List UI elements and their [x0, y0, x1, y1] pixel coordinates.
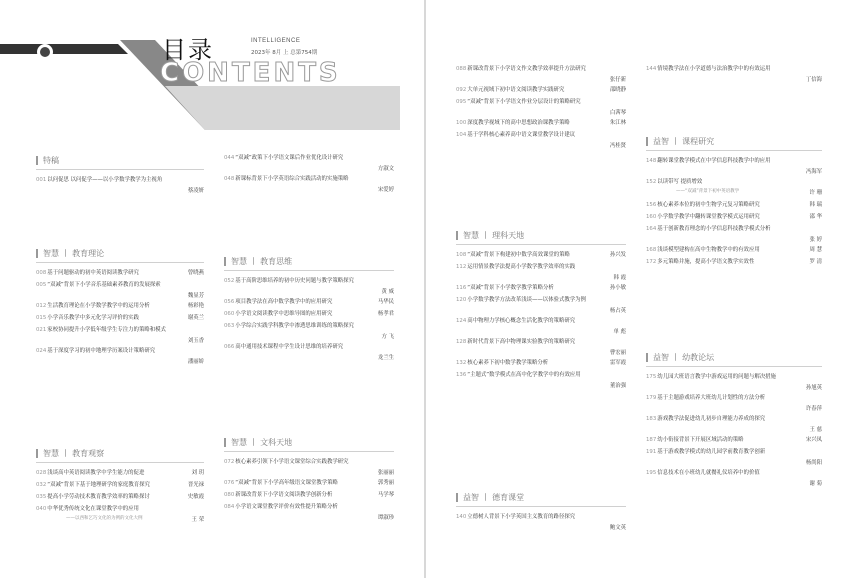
- entry-author: 张仔新: [609, 77, 626, 83]
- entry-author: 谢 菊: [809, 481, 822, 487]
- section-marker: [456, 231, 458, 240]
- toc-entry[interactable]: [224, 311, 394, 318]
- entry-title: 立德树人背景下小学英国主义教育的路径探究: [467, 514, 576, 520]
- entry-title: 小学语文阅读教学中思维导图的应用研究: [235, 311, 333, 317]
- toc-entry[interactable]: [646, 158, 822, 165]
- entry-title: 以问促思 以问促学——以小学数学教学为主视角: [47, 177, 163, 183]
- entry-title: 新课改背景下小学语文作文教学效率提升方法研究: [467, 66, 586, 72]
- entry-title: 小学综合实践学科教学中渗透思维训练的策略探究: [235, 323, 354, 329]
- section-heading: [456, 492, 524, 504]
- section-rule: [36, 462, 204, 463]
- toc-entry[interactable]: [456, 87, 626, 94]
- entry-page-number: 152: [646, 179, 657, 185]
- entry-author: 马学琴: [377, 492, 394, 498]
- toc-entry[interactable]: [646, 247, 822, 254]
- entry-title: 新时代背景下高中物理课实验教学的策略研究: [467, 339, 576, 345]
- entry-title: 项目教学法在高中数学教学中的应用研究: [235, 299, 333, 305]
- entry-author: 鲍文英: [609, 525, 626, 531]
- entry-author: 杨尚阳: [805, 460, 822, 466]
- toc-entry[interactable]: [646, 449, 822, 456]
- entry-title: 基于创新教育理念的小学信息科技教学模式分析: [657, 226, 771, 232]
- toc-entry[interactable]: [36, 348, 204, 355]
- entry-page-number: 140: [456, 514, 467, 520]
- entry-title: 多元策略并施，提高小学语文教学实效性: [657, 259, 755, 265]
- section-title: 智慧 丨 理科天地: [463, 231, 525, 240]
- section-title: 特稿: [43, 156, 59, 165]
- toc-entry[interactable]: [36, 506, 204, 513]
- section-title: 智慧 丨 教育理论: [43, 249, 105, 258]
- entry-page-number: 040: [36, 506, 47, 512]
- entry-subtitle: ——“双减”背景下初中英语教学: [676, 189, 740, 194]
- entry-author: 刘 玥: [191, 470, 204, 476]
- entry-author: 曹宏丽: [609, 350, 626, 356]
- entry-author: 龙兰生: [377, 355, 394, 361]
- section-marker: [36, 156, 38, 165]
- entry-page-number: 160: [646, 214, 657, 220]
- entry-page-number: 035: [36, 494, 47, 500]
- entry-author: 潘丽娇: [187, 359, 204, 365]
- entry-title: 基于主题游戏培养大班幼儿计划性的方法分析: [657, 395, 766, 401]
- toc-entry[interactable]: [36, 494, 204, 501]
- section-marker: [36, 249, 38, 258]
- entry-title: 生活教育理论在小学数学教学中的运用分析: [47, 303, 150, 309]
- entry-page-number: 088: [456, 66, 467, 72]
- toc-entry[interactable]: [456, 514, 626, 521]
- toc-entry[interactable]: [36, 470, 204, 477]
- entry-page-number: 032: [36, 482, 47, 488]
- section-heading: [36, 248, 104, 260]
- section-title: 智慧 丨 文科天地: [231, 438, 293, 447]
- section-rule: [36, 169, 204, 170]
- entry-page-number: 028: [36, 470, 47, 476]
- entry-page-number: 128: [456, 339, 467, 345]
- entry-title: “主题式”数学模式在高中化学教学中的有效应用: [467, 372, 581, 378]
- entry-author: 单 彪: [613, 329, 626, 335]
- section-title: 益智 丨 课程研究: [653, 137, 715, 146]
- entry-page-number: 060: [224, 311, 235, 317]
- entry-author: 宋兴凤: [805, 437, 822, 443]
- entry-page-number: 156: [646, 202, 657, 208]
- toc-entry[interactable]: [646, 226, 822, 233]
- toc-entry[interactable]: [456, 372, 626, 379]
- entry-page-number: 048: [224, 176, 235, 182]
- toc-entry[interactable]: [646, 66, 822, 73]
- section-heading: [36, 155, 59, 167]
- entry-author: 邵 华: [809, 214, 822, 220]
- section-rule: [224, 270, 394, 271]
- section-rule: [646, 366, 822, 367]
- entry-author: 方淑文: [377, 166, 394, 172]
- toc-entry[interactable]: [224, 323, 394, 330]
- entry-page-number: 008: [36, 270, 47, 276]
- entry-title: 以读带写 提质增效: [657, 179, 703, 185]
- entry-page-number: 191: [646, 449, 657, 455]
- entry-author: 王 慈: [809, 427, 822, 433]
- entry-page-number: 001: [36, 177, 47, 183]
- section-heading: [224, 256, 292, 268]
- entry-author: 谭淑珍: [377, 515, 394, 521]
- entry-title: 幼儿园大班语言教学中游戏运用的问题与解决措施: [657, 374, 776, 380]
- toc-entry[interactable]: [456, 339, 626, 346]
- toc-entry[interactable]: [646, 214, 822, 221]
- entry-page-number: 164: [646, 226, 657, 232]
- toc-entry[interactable]: [224, 155, 394, 162]
- entry-page-number: 092: [456, 87, 467, 93]
- entry-page-number: 052: [224, 278, 235, 284]
- entry-page-number: 021: [36, 327, 47, 333]
- entry-title: 基于问题驱动的初中英语阅读教学研究: [47, 270, 139, 276]
- toc-entry[interactable]: [36, 315, 204, 322]
- entry-title: 运用情景教学法提高小学数学教学效率的实践: [467, 264, 576, 270]
- entry-author: 杨彩艳: [187, 303, 204, 309]
- entry-title: “双减”背景下小学音乐基础素养教育的发展探索: [47, 282, 161, 288]
- entry-page-number: 015: [36, 315, 47, 321]
- entry-page-number: 168: [646, 247, 657, 253]
- toc-entry[interactable]: [36, 303, 204, 310]
- toc-entry[interactable]: [224, 344, 394, 351]
- entry-subtitle: ——以西和乞巧文化的为例的文化大例: [66, 516, 143, 521]
- entry-author: 朱江林: [609, 120, 626, 126]
- section-heading: [646, 136, 714, 148]
- toc-entry[interactable]: [646, 437, 822, 444]
- entry-author: 韩 瑞: [809, 202, 822, 208]
- entry-author: 许春萍: [805, 406, 822, 412]
- section-marker: [36, 449, 38, 458]
- entry-page-number: 104: [456, 132, 467, 138]
- entry-title: 基于游戏教学模式的幼儿园学前教育教学创新: [657, 449, 766, 455]
- entry-page-number: 112: [456, 264, 467, 270]
- toc-entry[interactable]: [646, 416, 822, 423]
- entry-title: 幼小衔接背景下开展区域活动的策略: [657, 437, 744, 443]
- entry-title: 翻转课堂教学模式在中学信息科技教学中的应用: [657, 158, 771, 164]
- entry-title: 高中通用技术课程中学生设计思维的培养研究: [235, 344, 344, 350]
- toc-entry[interactable]: [646, 259, 822, 266]
- section-rule: [456, 244, 626, 245]
- entry-author: 邵晓静: [609, 87, 626, 93]
- entry-author: 史敏霞: [187, 494, 204, 500]
- entry-author: 刘玉香: [187, 338, 204, 344]
- entry-author: 黄 威: [381, 289, 394, 295]
- entry-page-number: 172: [646, 259, 657, 265]
- entry-title: 基于高阶思维培养的初中历史问题与教学策略探究: [235, 278, 354, 284]
- entry-title: 家校协同提升小学低年级学生专注力的策略和模式: [47, 327, 166, 333]
- toc-entry[interactable]: [36, 177, 204, 184]
- section-title: 智慧 丨 教育观察: [43, 449, 105, 458]
- entry-page-number: 005: [36, 282, 47, 288]
- entry-author: 孙旭英: [805, 385, 822, 391]
- entry-author: 王 荣: [191, 517, 204, 523]
- toc-entry[interactable]: [456, 66, 626, 73]
- entry-author: 孙小敏: [609, 285, 626, 291]
- section-title: 智慧 丨 教育思维: [231, 257, 293, 266]
- toc-entry[interactable]: [224, 504, 394, 511]
- entry-author: 丁信海: [805, 77, 822, 83]
- entry-title: 小学音乐教学中多元化学习评价的实践: [47, 315, 139, 321]
- toc-entry[interactable]: [224, 492, 394, 499]
- toc-entry[interactable]: [456, 120, 626, 127]
- entry-title: 新课标背景下小学英语综合实践活动的实施策略: [235, 176, 349, 182]
- toc-entry[interactable]: [36, 482, 204, 489]
- toc-entry[interactable]: [224, 176, 394, 183]
- entry-page-number: 108: [456, 252, 467, 258]
- toc-entry[interactable]: [456, 318, 626, 325]
- entry-title: 中华优秀传统文化在课堂教学中的应用: [47, 506, 139, 512]
- entry-author: 许 珊: [809, 190, 822, 196]
- entry-author: 蔡凌妍: [187, 188, 204, 194]
- toc-entry[interactable]: [224, 459, 394, 466]
- entry-title: 游戏教学法促进幼儿初步自理能力养成的探究: [657, 416, 766, 422]
- entry-page-number: 080: [224, 492, 235, 498]
- entry-page-number: 187: [646, 437, 657, 443]
- entry-page-number: 024: [36, 348, 47, 354]
- toc-entry[interactable]: [224, 480, 394, 487]
- section-marker: [224, 257, 226, 266]
- entry-title: 提高小学劳动技术教育教学效率的策略探讨: [47, 494, 150, 500]
- entry-page-number: 136: [456, 372, 467, 378]
- entry-page-number: 095: [456, 99, 467, 105]
- entry-page-number: 148: [646, 158, 657, 164]
- entry-page-number: 120: [456, 297, 467, 303]
- entry-author: 曾晓燕: [187, 270, 204, 276]
- entry-page-number: 044: [224, 155, 235, 161]
- issue-info: 2023年 8月 上 总第754期: [251, 50, 318, 56]
- toc-entry[interactable]: [456, 252, 626, 259]
- toc-entry[interactable]: [224, 299, 394, 306]
- toc-entry[interactable]: [456, 285, 626, 292]
- contents-heading: CONTENTS: [160, 58, 341, 88]
- toc-entry[interactable]: [224, 278, 394, 285]
- entry-title: 浅谈模型建构在高中生物教学中的有效应用: [657, 247, 760, 253]
- entry-author: 马华民: [377, 299, 394, 305]
- toc-entry[interactable]: [36, 282, 204, 289]
- section-marker: [224, 438, 226, 447]
- entry-author: 雷军霞: [609, 360, 626, 366]
- section-heading: [36, 448, 104, 460]
- entry-page-number: 076: [224, 480, 235, 486]
- entry-author: 冯桂贤: [609, 143, 626, 149]
- entry-page-number: 132: [456, 360, 467, 366]
- entry-author: 韩 霞: [613, 275, 626, 281]
- entry-title: 小学数学教学方法改革浅谈——以体验式教学为例: [467, 297, 586, 303]
- entry-author: 魏显芳: [187, 293, 204, 299]
- section-heading: [224, 437, 292, 449]
- entry-title: 核心素养引领下小学语文课堂综合实践教学研究: [235, 459, 349, 465]
- entry-title: “双减”背景下构建初中数学高效课堂的策略: [467, 252, 570, 258]
- entry-title: “双减”背景下小学高年级语文课堂教学策略: [235, 480, 338, 486]
- left-page: [0, 0, 424, 578]
- entry-title: 基于深度学习的初中地理学历案设计策略研究: [47, 348, 156, 354]
- entry-page-number: 056: [224, 299, 235, 305]
- entry-title: 信息技术在小班幼儿就餐礼仪培养中的价值: [657, 470, 760, 476]
- entry-title: “双减”背景下小学数学教学策略分析: [467, 285, 554, 291]
- entry-page-number: 144: [646, 66, 657, 72]
- entry-title: 小学语文课堂教学评价有效性提升策略分析: [235, 504, 338, 510]
- entry-title: 大单元视域下初中语文阅读教学实践研究: [467, 87, 565, 93]
- entry-title: 情境教学法在小学道德与法治教学中的有效运用: [657, 66, 771, 72]
- entry-author: 冯海军: [805, 169, 822, 175]
- entry-title: 小学数学教学中翻转课堂教学模式运用研究: [657, 214, 760, 220]
- entry-author: 张丽丽: [377, 470, 394, 476]
- entry-author: 杨孝君: [377, 311, 394, 317]
- section-title: 益智 丨 德育课堂: [463, 493, 525, 502]
- toc-entry[interactable]: [646, 395, 822, 402]
- toc-entry[interactable]: [646, 470, 822, 477]
- entry-author: 宋爱婷: [377, 187, 394, 193]
- section-marker: [646, 137, 648, 146]
- section-marker: [456, 493, 458, 502]
- entry-title: “双减”背景下基于地理研学的家庭教育探究: [47, 482, 150, 488]
- section-rule: [224, 451, 394, 452]
- page-title: 目录: [162, 36, 214, 64]
- right-page: [426, 0, 850, 578]
- toc-entry[interactable]: [646, 179, 822, 186]
- entry-author: 白茜琴: [609, 110, 626, 116]
- entry-page-number: 066: [224, 344, 235, 350]
- toc-entry[interactable]: [456, 264, 626, 271]
- entry-title: 浅谈高中英语阅读教学中学生能力的促进: [47, 470, 145, 476]
- entry-page-number: 072: [224, 459, 235, 465]
- entry-page-number: 124: [456, 318, 467, 324]
- entry-author: 谢英兰: [187, 315, 204, 321]
- entry-page-number: 084: [224, 504, 235, 510]
- entry-page-number: 179: [646, 395, 657, 401]
- section-heading: [456, 230, 524, 242]
- entry-page-number: 175: [646, 374, 657, 380]
- entry-page-number: 195: [646, 470, 657, 476]
- entry-title: “双减”背景下小学语文作业分层设计的策略研究: [467, 99, 581, 105]
- toc-entry[interactable]: [456, 360, 626, 367]
- toc-entry[interactable]: [646, 374, 822, 381]
- toc-entry[interactable]: [36, 270, 204, 277]
- entry-author: 周 慧: [809, 247, 822, 253]
- entry-page-number: 063: [224, 323, 235, 329]
- section-heading: [646, 352, 714, 364]
- journal-name: INTELLIGENCE: [251, 38, 301, 44]
- toc-entry[interactable]: [456, 297, 626, 304]
- entry-author: 罗 清: [809, 259, 822, 265]
- entry-author: 董治强: [609, 383, 626, 389]
- entry-title: 新课改背景下小学语文阅读教学创新分析: [235, 492, 333, 498]
- toc-entry[interactable]: [646, 202, 822, 209]
- entry-title: 核心素养本位的初中生物学元复习策略研究: [657, 202, 760, 208]
- entry-page-number: 100: [456, 120, 467, 126]
- entry-page-number: 012: [36, 303, 47, 309]
- entry-page-number: 183: [646, 416, 657, 422]
- section-rule: [456, 506, 626, 507]
- entry-author: 杨占英: [609, 308, 626, 314]
- entry-title: 深度教学视域下的高中思想政治课教学策略: [467, 120, 570, 126]
- entry-author: 孙兴发: [609, 252, 626, 258]
- section-marker: [646, 353, 648, 362]
- entry-author: 郭秀丽: [377, 480, 394, 486]
- entry-author: 张 婷: [809, 237, 822, 243]
- entry-title: 高中物理力学核心概念生活化教学的策略研究: [467, 318, 576, 324]
- entry-page-number: 116: [456, 285, 467, 291]
- section-rule: [646, 150, 822, 151]
- entry-title: “双减”政策下小学语文课后作业优化设计研究: [235, 155, 344, 161]
- section-title: 益智 丨 幼教论坛: [653, 353, 715, 362]
- entry-title: 核心素养下初中数学教学策略分析: [467, 360, 549, 366]
- section-rule: [36, 262, 204, 263]
- entry-author: 晋光禄: [187, 482, 204, 488]
- entry-author: 方 飞: [381, 334, 394, 340]
- toc-entry[interactable]: [456, 132, 626, 139]
- entry-title: 基于学科核心素养高中语文课堂教学设计建议: [467, 132, 576, 138]
- toc-entry[interactable]: [36, 327, 204, 334]
- toc-entry[interactable]: [456, 99, 626, 106]
